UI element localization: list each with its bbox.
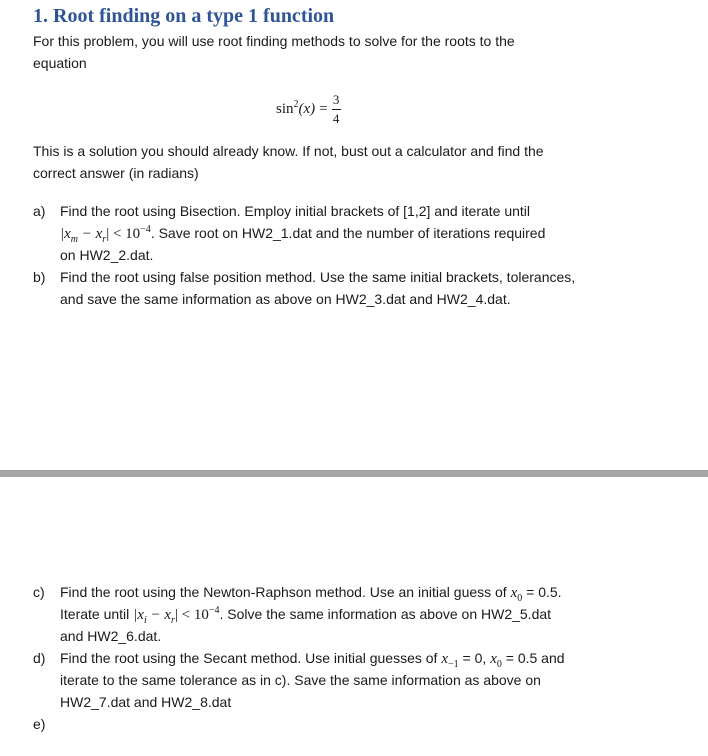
initial-guess-x0: $x_0$ bbox=[510, 585, 523, 604]
item-a-line-1: Find the root using Bisection. Employ initial brackets of [1,2] and iterate until bbox=[60, 203, 531, 219]
item-c-line-3: and HW2_6.dat. bbox=[60, 628, 162, 644]
initial-guess-x-minus-1: $x_{-1}$ bbox=[441, 651, 459, 670]
item-label-a: a) bbox=[33, 203, 46, 219]
item-a-line-3: on HW2_2.dat. bbox=[60, 247, 154, 263]
page-divider bbox=[0, 470, 708, 477]
equation-exponent: 2 bbox=[293, 99, 299, 110]
item-label-b: b) bbox=[33, 269, 46, 285]
item-d-line-3: HW2_7.dat and HW2_8.dat bbox=[60, 694, 232, 710]
solution-note-line-2: correct answer (in radians) bbox=[33, 165, 199, 181]
fraction-bar bbox=[332, 109, 341, 110]
equation-lhs bbox=[276, 101, 315, 118]
equation-equals: = bbox=[319, 101, 328, 117]
item-label-d: d) bbox=[33, 650, 46, 666]
tolerance-condition-a: $|x_m - x_r| < 10^{-4}$ bbox=[60, 224, 151, 245]
item-c-line-1: Find the root using the Newton-Raphson method. Use an initial guess of $x_0 = 0.5$. bbox=[60, 584, 562, 604]
item-d-line-2: iterate to the same tolerance as in c). Save the same information as above on bbox=[60, 672, 541, 688]
tolerance-condition-c: $|x_i - x_r| < 10^{-4}$ bbox=[133, 605, 220, 626]
item-d-line-1: Find the root using the Secant method. Use initial guesses of $x_{-1} = 0$, $x_0 = 0.5$ and bbox=[60, 650, 565, 670]
item-label-e: e) bbox=[33, 716, 46, 732]
fraction-numerator: 3 bbox=[332, 92, 340, 107]
intro-line-1: For this problem, you will use root finding methods to solve for the roots to the bbox=[33, 33, 515, 49]
problem-heading: 1. Root finding on a type 1 function bbox=[33, 5, 335, 27]
initial-guess-x0-secant: $x_0$ bbox=[490, 651, 502, 670]
equation bbox=[276, 92, 341, 127]
item-a-line-2: $|x_m - x_r| < 10^{-4}$. Save root on HW2_1.dat and the number of iterations required bbox=[60, 224, 546, 245]
equation-fn: sin bbox=[276, 101, 294, 117]
item-b-line-2: and save the same information as above on HW2_3.dat and HW2_4.dat. bbox=[60, 291, 511, 307]
item-c-line-2: Iterate until $|x_i - x_r| < 10^{-4}$. Solve the same information as above on HW2_5.dat bbox=[60, 605, 552, 626]
solution-note-line-1: This is a solution you should already know. If not, bust out a calculator and find the bbox=[33, 143, 544, 159]
equation-arg: (x) bbox=[298, 101, 316, 117]
item-b-line-1: Find the root using false position method. Use the same initial brackets, tolerances, bbox=[60, 269, 576, 285]
equation-fraction bbox=[332, 92, 341, 127]
intro-line-2: equation bbox=[33, 55, 87, 71]
item-label-c: c) bbox=[33, 584, 45, 600]
fraction-denominator: 4 bbox=[332, 111, 340, 126]
